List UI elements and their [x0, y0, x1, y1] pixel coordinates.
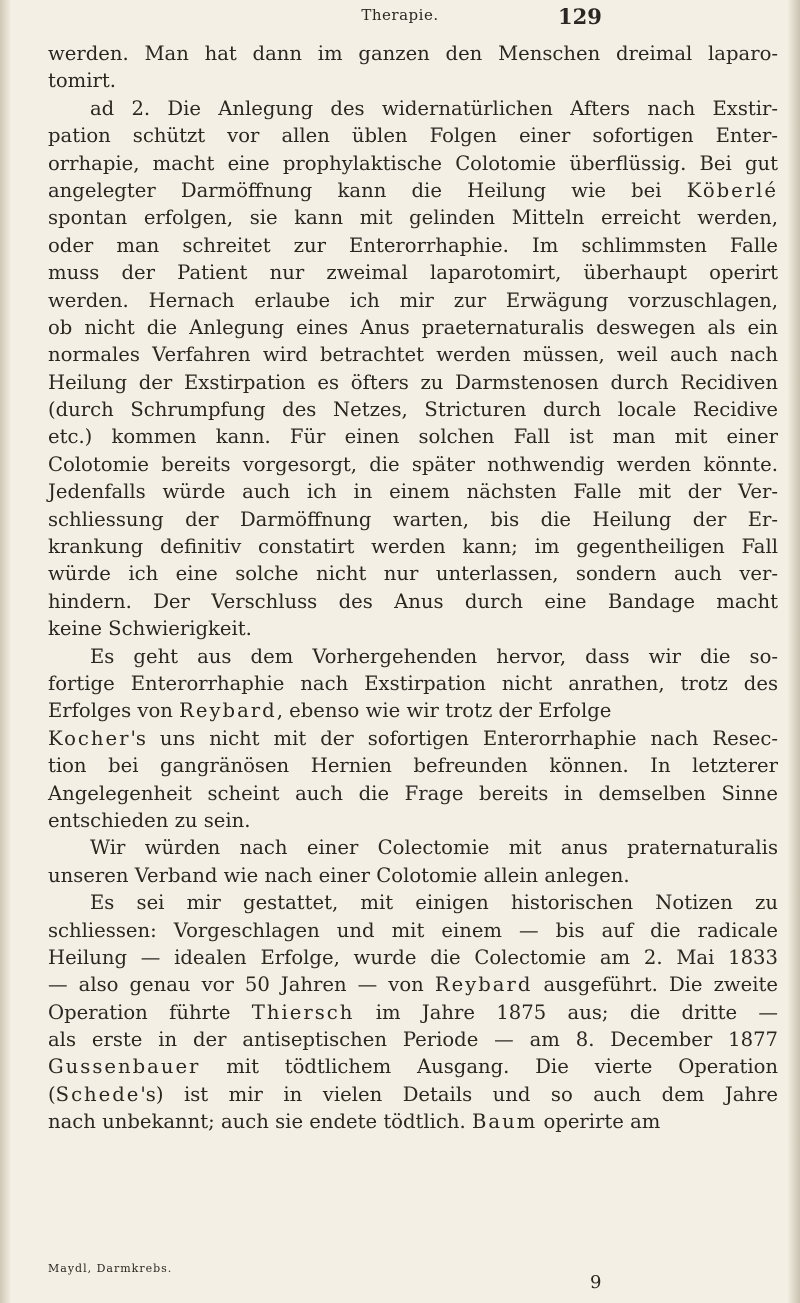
person-name: Köberlé: [686, 178, 778, 202]
text-line: [48, 1053, 778, 1080]
text-segment: spontan erfolgen, sie kann mit gelinden Mitteln erreicht werden,: [48, 206, 778, 230]
text-line: [48, 40, 778, 67]
body-text: [48, 40, 778, 1136]
text-segment: Erfolges von: [48, 699, 180, 723]
text-line: [48, 287, 778, 314]
text-line: [48, 259, 778, 286]
text-segment: normales Verfahren wird betrachtet werden müssen, weil auch nach: [48, 343, 778, 367]
text-segment: Colotomie bereits vorgesorgt, die später nothwendig werden könnte.: [48, 452, 778, 476]
text-segment: orrhapie, macht eine prophylaktische Colotomie überflüssig. Bei gut: [48, 151, 778, 175]
text-segment: schliessung der Darmöffnung warten, bis die Heilung der Er-: [48, 507, 778, 531]
text-line: [48, 478, 778, 505]
text-segment: Heilung der Exstirpation es öfters zu Darmstenosen durch Recidiven: [48, 370, 778, 394]
text-segment: 's) ist mir in vielen Details und so auch dem Jahre: [140, 1082, 778, 1106]
text-line: [48, 177, 778, 204]
text-line: [48, 917, 778, 944]
text-line: [48, 67, 778, 94]
footer-signature: Maydl, Darmkrebs.: [48, 1262, 173, 1275]
text-segment: oder man schreitet zur Enterorrhaphie. Im schlimmsten Falle: [48, 233, 778, 257]
text-segment: angelegter Darmöffnung kann die Heilung wie bei: [48, 178, 687, 202]
text-segment: krankung definitiv constatirt werden kann; im gegentheiligen Fall: [48, 535, 778, 559]
footer-sheet-number: 9: [590, 1272, 602, 1293]
text-segment: schliessen: Vorgeschlagen und mit einem — bis auf die radicale: [48, 918, 778, 942]
text-segment: Heilung — idealen Erfolge, wurde die Colectomie am 2. Mai 1833: [48, 945, 778, 969]
person-name: Thiersch: [251, 1000, 355, 1024]
text-segment: Es geht aus dem Vorhergehenden hervor, dass wir die so-: [90, 644, 778, 668]
text-line: [48, 588, 778, 615]
text-segment: — also genau vor 50 Jahren — von: [48, 973, 435, 997]
text-line: [48, 341, 778, 368]
text-line: [48, 752, 778, 779]
text-segment: würde ich eine solche nicht nur unterlassen, sondern auch ver-: [48, 562, 778, 586]
text-segment: nach unbekannt; auch sie endete tödtlich.: [48, 1110, 472, 1134]
text-segment: fortige Enterorrhaphie nach Exstirpation nicht anrathen, trotz des: [48, 671, 778, 695]
running-head: [0, 4, 800, 28]
running-title: Therapie.: [361, 6, 439, 24]
text-segment: als erste in der antiseptischen Periode — am 8. December 1877: [48, 1028, 778, 1052]
page-footer: [48, 1262, 778, 1298]
text-line: [48, 615, 778, 642]
text-line: [48, 643, 778, 670]
text-line: [48, 451, 778, 478]
text-line: [48, 1026, 778, 1053]
text-line: [48, 1081, 778, 1108]
text-line: [48, 95, 778, 122]
text-segment: ausgeführt. Die zweite: [532, 973, 778, 997]
person-name: Schede: [55, 1082, 141, 1106]
text-segment: im Jahre 1875 aus; die dritte —: [354, 1000, 778, 1024]
text-segment: Angelegenheit scheint auch die Frage bereits in demselben Sinne: [48, 781, 778, 805]
text-segment: Es sei mir gestattet, mit einigen historischen Notizen zu: [90, 891, 778, 915]
text-segment: Operation führte: [48, 1000, 252, 1024]
text-line: [48, 1108, 778, 1135]
text-segment: (: [48, 1082, 56, 1106]
text-line: [48, 533, 778, 560]
text-line: [48, 697, 778, 724]
text-segment: , ebenso wie wir trotz der Erfolge: [276, 699, 612, 723]
text-line: [48, 999, 778, 1026]
person-name: Kocher: [48, 726, 131, 750]
text-segment: tomirt.: [48, 69, 116, 93]
text-segment: tion bei gangränösen Hernien befreunden können. In letzterer: [48, 754, 778, 778]
text-segment: werden. Hernach erlaube ich mir zur Erwägung vorzuschlagen,: [48, 288, 778, 312]
text-line: [48, 862, 778, 889]
text-segment: entschieden zu sein.: [48, 808, 251, 832]
text-line: [48, 725, 778, 752]
text-segment: hindern. Der Verschluss des Anus durch eine Bandage macht: [48, 589, 778, 613]
text-line: [48, 314, 778, 341]
text-line: [48, 889, 778, 916]
text-segment: Wir würden nach einer Colectomie mit anus praternaturalis: [90, 836, 778, 860]
text-segment: werden. Man hat dann im ganzen den Menschen dreimal laparo-: [48, 42, 778, 65]
text-segment: ad 2. Die Anlegung des widernatürlichen Afters nach Exstir-: [90, 96, 778, 120]
person-name: Reybard: [179, 699, 277, 723]
page-edge-left: [0, 0, 10, 1303]
text-line: [48, 834, 778, 861]
text-segment: (durch Schrumpfung des Netzes, Stricturen durch locale Recidive: [48, 398, 778, 422]
text-line: [48, 560, 778, 587]
text-line: [48, 670, 778, 697]
text-line: [48, 423, 778, 450]
text-line: [48, 122, 778, 149]
text-segment: etc.) kommen kann. Für einen solchen Fall ist man mit einer: [48, 425, 778, 449]
text-line: [48, 204, 778, 231]
text-segment: operirte am: [537, 1110, 661, 1134]
text-line: [48, 506, 778, 533]
text-segment: keine Schwierigkeit.: [48, 617, 252, 641]
text-line: [48, 807, 778, 834]
text-line: [48, 232, 778, 259]
page-number: 129: [558, 4, 602, 29]
text-segment: 's uns nicht mit der sofortigen Enterorrhaphie nach Resec-: [130, 726, 778, 750]
text-line: [48, 971, 778, 998]
text-segment: mit tödtlichem Ausgang. Die vierte Operation: [200, 1055, 778, 1079]
text-line: [48, 944, 778, 971]
text-segment: Jedenfalls würde auch ich in einem nächsten Falle mit der Ver-: [48, 480, 778, 504]
text-line: [48, 396, 778, 423]
text-line: [48, 150, 778, 177]
page-edge-right: [788, 0, 800, 1303]
text-segment: pation schützt vor allen üblen Folgen einer sofortigen Enter-: [48, 124, 778, 148]
text-segment: ob nicht die Anlegung eines Anus praeternaturalis deswegen als ein: [48, 315, 778, 339]
person-name: Reybard: [434, 973, 533, 997]
person-name: Baum: [471, 1110, 538, 1134]
text-segment: unseren Verband wie nach einer Colotomie allein anlegen.: [48, 863, 630, 887]
text-segment: muss der Patient nur zweimal laparotomirt, überhaupt operirt: [48, 261, 778, 285]
person-name: Gussenbauer: [48, 1055, 201, 1079]
text-line: [48, 780, 778, 807]
text-line: [48, 369, 778, 396]
